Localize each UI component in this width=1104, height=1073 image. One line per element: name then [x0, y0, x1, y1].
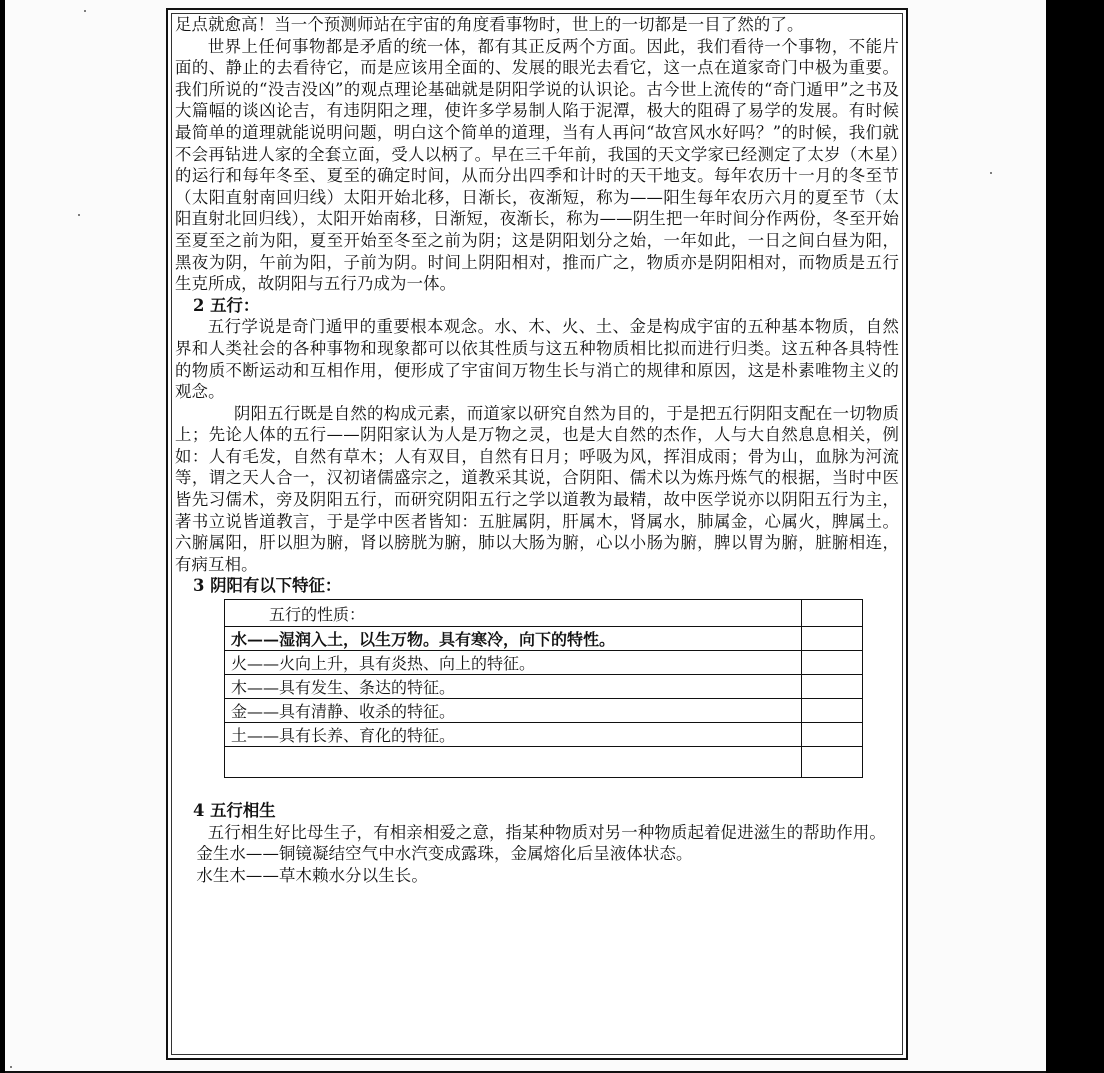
table-gutter — [802, 600, 863, 627]
paragraph-wuxing-intro: 五行学说是奇门遁甲的重要根本观念。水、木、火、土、金是构成宇宙的五种基本物质，自然界和人类社会的各种事物和现象都可以依其性质与这五种物质相比拟而进行归类。这五种各具特性的物质不断运动和互相作用，便形成了宇宙间万物生长与消亡的规律和原因，这是朴素唯物主义的观念。 — [175, 317, 899, 402]
paragraph-yin-yang: 世界上任何事物都是矛盾的统一体，都有其正反两个方面。因此，我们看待一个事物，不能片面的、静止的去看待它，而是应该用全面的、发展的眼光去看它，这一点在道家奇门中极为重要。我们所说的“没吉没凶”的观点理论基础就是阴阳学说的认识论。古今世上流传的“奇门遁甲”之书及大篇幅的谈凶论吉，有违阴阳之理，使许多学易制人陷于泥潭，极大的阻碍了易学的发展。有时候最简单的道理就能说明问题，明白这个简单的道理，当有人再问“故宫风水好吗？”的时候，我们就不会再钻进人家的全套立面，受人以柄了。早在三千年前，我国的天文学家已经测定了太岁（木星）的运行和每年冬至、夏至的确定时间，从而分出四季和计时的天干地支。每年农历十一月的冬至节（太阳直射南回归线）太阳开始北移，日渐长，夜渐短，称为——阳生每年农历六月的夏至节（太阳直射北回归线），太阳开始南移，日渐短，夜渐长，称为——阴生把一年时间分作两份，冬至开始至夏至之前为阳，夏至开始至冬至之前为阴；这是阴阳划分之始，一年如此，一日之间白昼为阳，黑夜为阴，午前为阳，子前为阴。时间上阴阳相对，推而广之，物质亦是阴阳相对，而物质是五行生克所成，故阴阳与五行乃成为一体。 — [175, 36, 899, 294]
table-caption: 五行的性质： — [225, 600, 802, 627]
section-heading-wuxing: 2 五行： — [193, 295, 260, 315]
scan-speck — [78, 214, 80, 216]
table-row-earth: 土——具有长养、育化的特征。 — [225, 723, 802, 747]
scan-speck — [84, 10, 86, 12]
table-row-water: 水——湿润入土，以生万物。具有寒冷，向下的特性。 — [225, 627, 802, 651]
table-row — [225, 651, 863, 675]
table-gutter — [802, 699, 863, 723]
wuxing-properties-table — [224, 599, 863, 778]
table-row — [225, 675, 863, 699]
line-metal-water: 金生水——铜镜凝结空气中水汽变成露珠，金属熔化后呈液体状态。 — [196, 844, 693, 864]
table-row-metal: 金——具有清静、收杀的特征。 — [225, 699, 802, 723]
table-gutter — [802, 651, 863, 675]
paragraph-opening-line: 足点就愈高！当一个预测师站在宇宙的角度看事物时，世上的一切都是一目了然的了。 — [175, 15, 804, 34]
scan-speck — [990, 172, 992, 174]
scan-edge-left — [0, 0, 5, 1073]
table-gutter — [802, 723, 863, 747]
document-frame — [166, 8, 908, 1060]
section-heading-wuxing-sheng: 4 五行相生 — [193, 801, 276, 821]
paragraph-wuxing-sheng: 五行相生好比母生子，有相亲相爱之意，指某种物质对另一种物质起着促进滋生的帮助作用。 — [207, 822, 886, 842]
table-gutter — [802, 747, 863, 778]
paragraph-wuxing-body: 阴阳五行既是自然的构成元素，而道家以研究自然为目的，于是把五行阴阳支配在一切物质上；先论人体的五行——阴阳家认为人是万物之灵，也是大自然的杰作，人与大自然息息相关，例如：人有毛发，自然有草木；人有双目，自然有日月；呼吸为风，挥泪成雨；骨为山，血脉为河流等，谓之天人合一，汉初诸儒盛宗之，道教采其说，合阴阳、儒术以为炼丹炼气的根据，当时中医皆先习儒术，旁及阴阳五行，而研究阴阳五行之学以道教为最精，故中医学说亦以阴阳五行为主，著书立说皆道教言，于是学中医者皆知：五脏属阴，肝属木，肾属水，肺属金，心属火，脾属土。六腑属阳，肝以胆为腑，肾以膀胱为腑，肺以大肠为腑，心以小肠为腑，脾以胃为腑，脏腑相连，有病互相。 — [175, 403, 899, 574]
table-gutter — [802, 675, 863, 699]
table-row — [225, 723, 863, 747]
document-body — [175, 14, 899, 886]
table-row-wood: 木——具有发生、条达的特征。 — [225, 675, 802, 699]
line-water-wood: 水生木——草木赖水分以生长。 — [196, 865, 428, 885]
section-heading-yin-yang-features: 3 阴阳有以下特征： — [193, 576, 342, 596]
table-empty-row — [225, 747, 863, 778]
scan-edge-right — [1046, 0, 1104, 1073]
table-gutter — [802, 627, 863, 651]
table-caption-row — [225, 600, 863, 627]
table-row-fire: 火——火向上升，具有炎热、向上的特征。 — [225, 651, 802, 675]
table-row — [225, 627, 863, 651]
table-row — [225, 699, 863, 723]
scan-speck — [10, 1066, 12, 1068]
